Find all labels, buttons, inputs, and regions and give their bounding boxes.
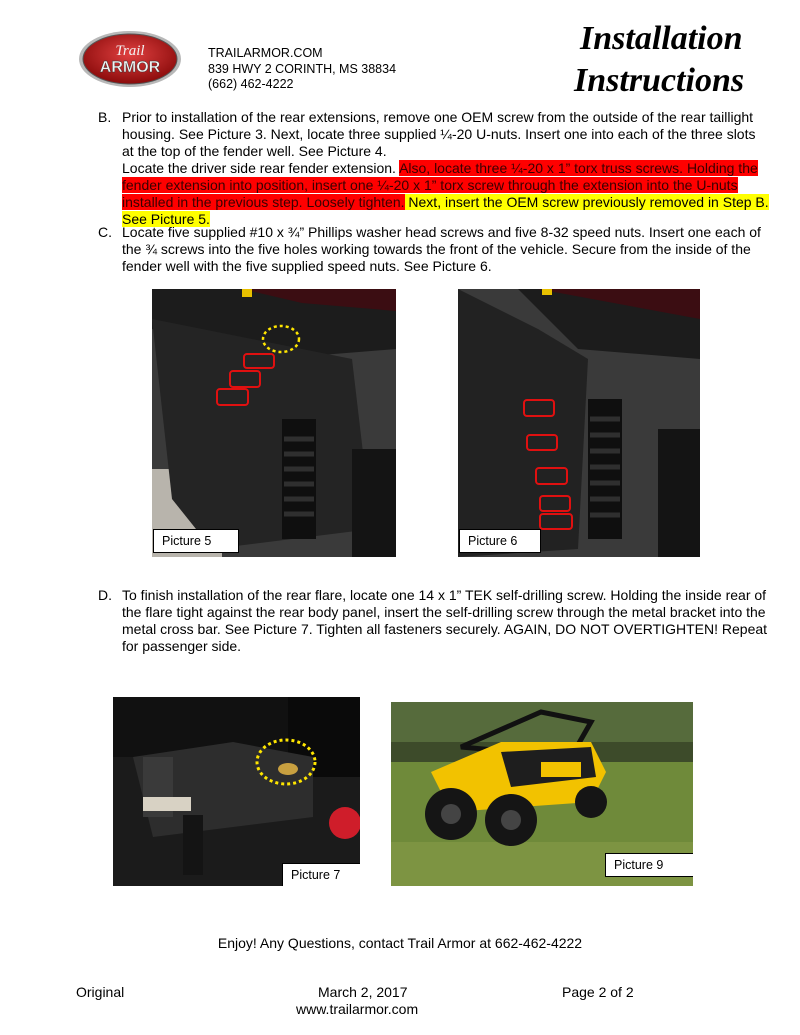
picture-9-caption: Picture 9	[605, 853, 693, 877]
step-c	[98, 224, 770, 275]
step-b-yellow-highlight: Next, insert the OEM screw previously removed in Step B. See Picture 5.	[122, 194, 769, 227]
picture-7-photo	[113, 697, 360, 886]
picture-6-image	[458, 289, 700, 557]
company-site: TRAILARMOR.COM	[208, 46, 323, 60]
footer-page-number: Page 2 of 2	[562, 984, 634, 1000]
step-b-plain: Locate the driver side rear fender extension.	[122, 160, 400, 176]
footer-original: Original	[76, 984, 125, 1000]
step-d	[98, 587, 770, 655]
picture-5-image	[152, 289, 396, 557]
step-d-marker: D.	[98, 587, 112, 603]
picture-9-photo	[391, 702, 693, 886]
step-c-marker: C.	[98, 224, 112, 240]
step-b-red-highlight: Also, locate three ¼-20 x 1” torx truss screws. Holding the fender extension into position, insert one ¼-20 x 1” torx screw through the extension into the U-nuts installed in the previous step. Loosely tighten.	[122, 160, 758, 210]
closing-contact-line: Enjoy! Any Questions, contact Trail Armor at 662-462-4222	[217, 935, 583, 951]
picture-6-photo	[458, 289, 700, 557]
picture-7-image	[113, 697, 360, 886]
picture-5-photo	[152, 289, 396, 557]
company-phone: (662) 462-4222	[208, 77, 294, 91]
picture-7-caption: Picture 7	[282, 863, 360, 886]
step-b-marker: B.	[98, 109, 112, 125]
step-b-text-2	[122, 160, 770, 228]
footer-date: March 2, 2017	[318, 984, 408, 1000]
logo-text-top: Trail	[115, 43, 145, 59]
trail-armor-logo	[78, 30, 182, 88]
logo-text-bottom: ARMOR	[99, 59, 161, 76]
step-c-text: Locate five supplied #10 x ¾” Phillips washer head screws and five 8-32 speed nuts. Insert one each of the ¾ screws into the five holes working towards the front of the vehicle. Secure from the inside of the fender well with the five supplied speed nuts. See Picture 6.	[122, 224, 761, 274]
step-b	[98, 109, 770, 228]
step-d-text: To finish installation of the rear flare, locate one 14 x 1” TEK self-drilling screw. Holding the inside rear of the flare tight against the rear body panel, insert the self-drilling screw through the metal bracket into the metal cross bar. See Picture 7. Tighten all fasteners securely. AGAIN, DO NOT OVERTIGHTEN! Repeat for passenger side.	[122, 587, 768, 654]
company-address: 839 HWY 2 CORINTH, MS 38834	[208, 62, 397, 76]
document-title-line1: Installation	[580, 20, 743, 57]
footer-website: www.trailarmor.com	[296, 1001, 419, 1017]
step-b-text: Prior to installation of the rear extensions, remove one OEM screw from the outside of the rear taillight housing. See Picture 3. Next, locate three supplied ¼-20 U-nuts. Insert one into each of the three slots at the top of the fender well. See Picture 4.	[122, 109, 756, 159]
picture-5-caption: Picture 5	[153, 529, 239, 553]
document-title-line2: Instructions	[574, 62, 745, 99]
picture-6-caption: Picture 6	[459, 529, 541, 553]
